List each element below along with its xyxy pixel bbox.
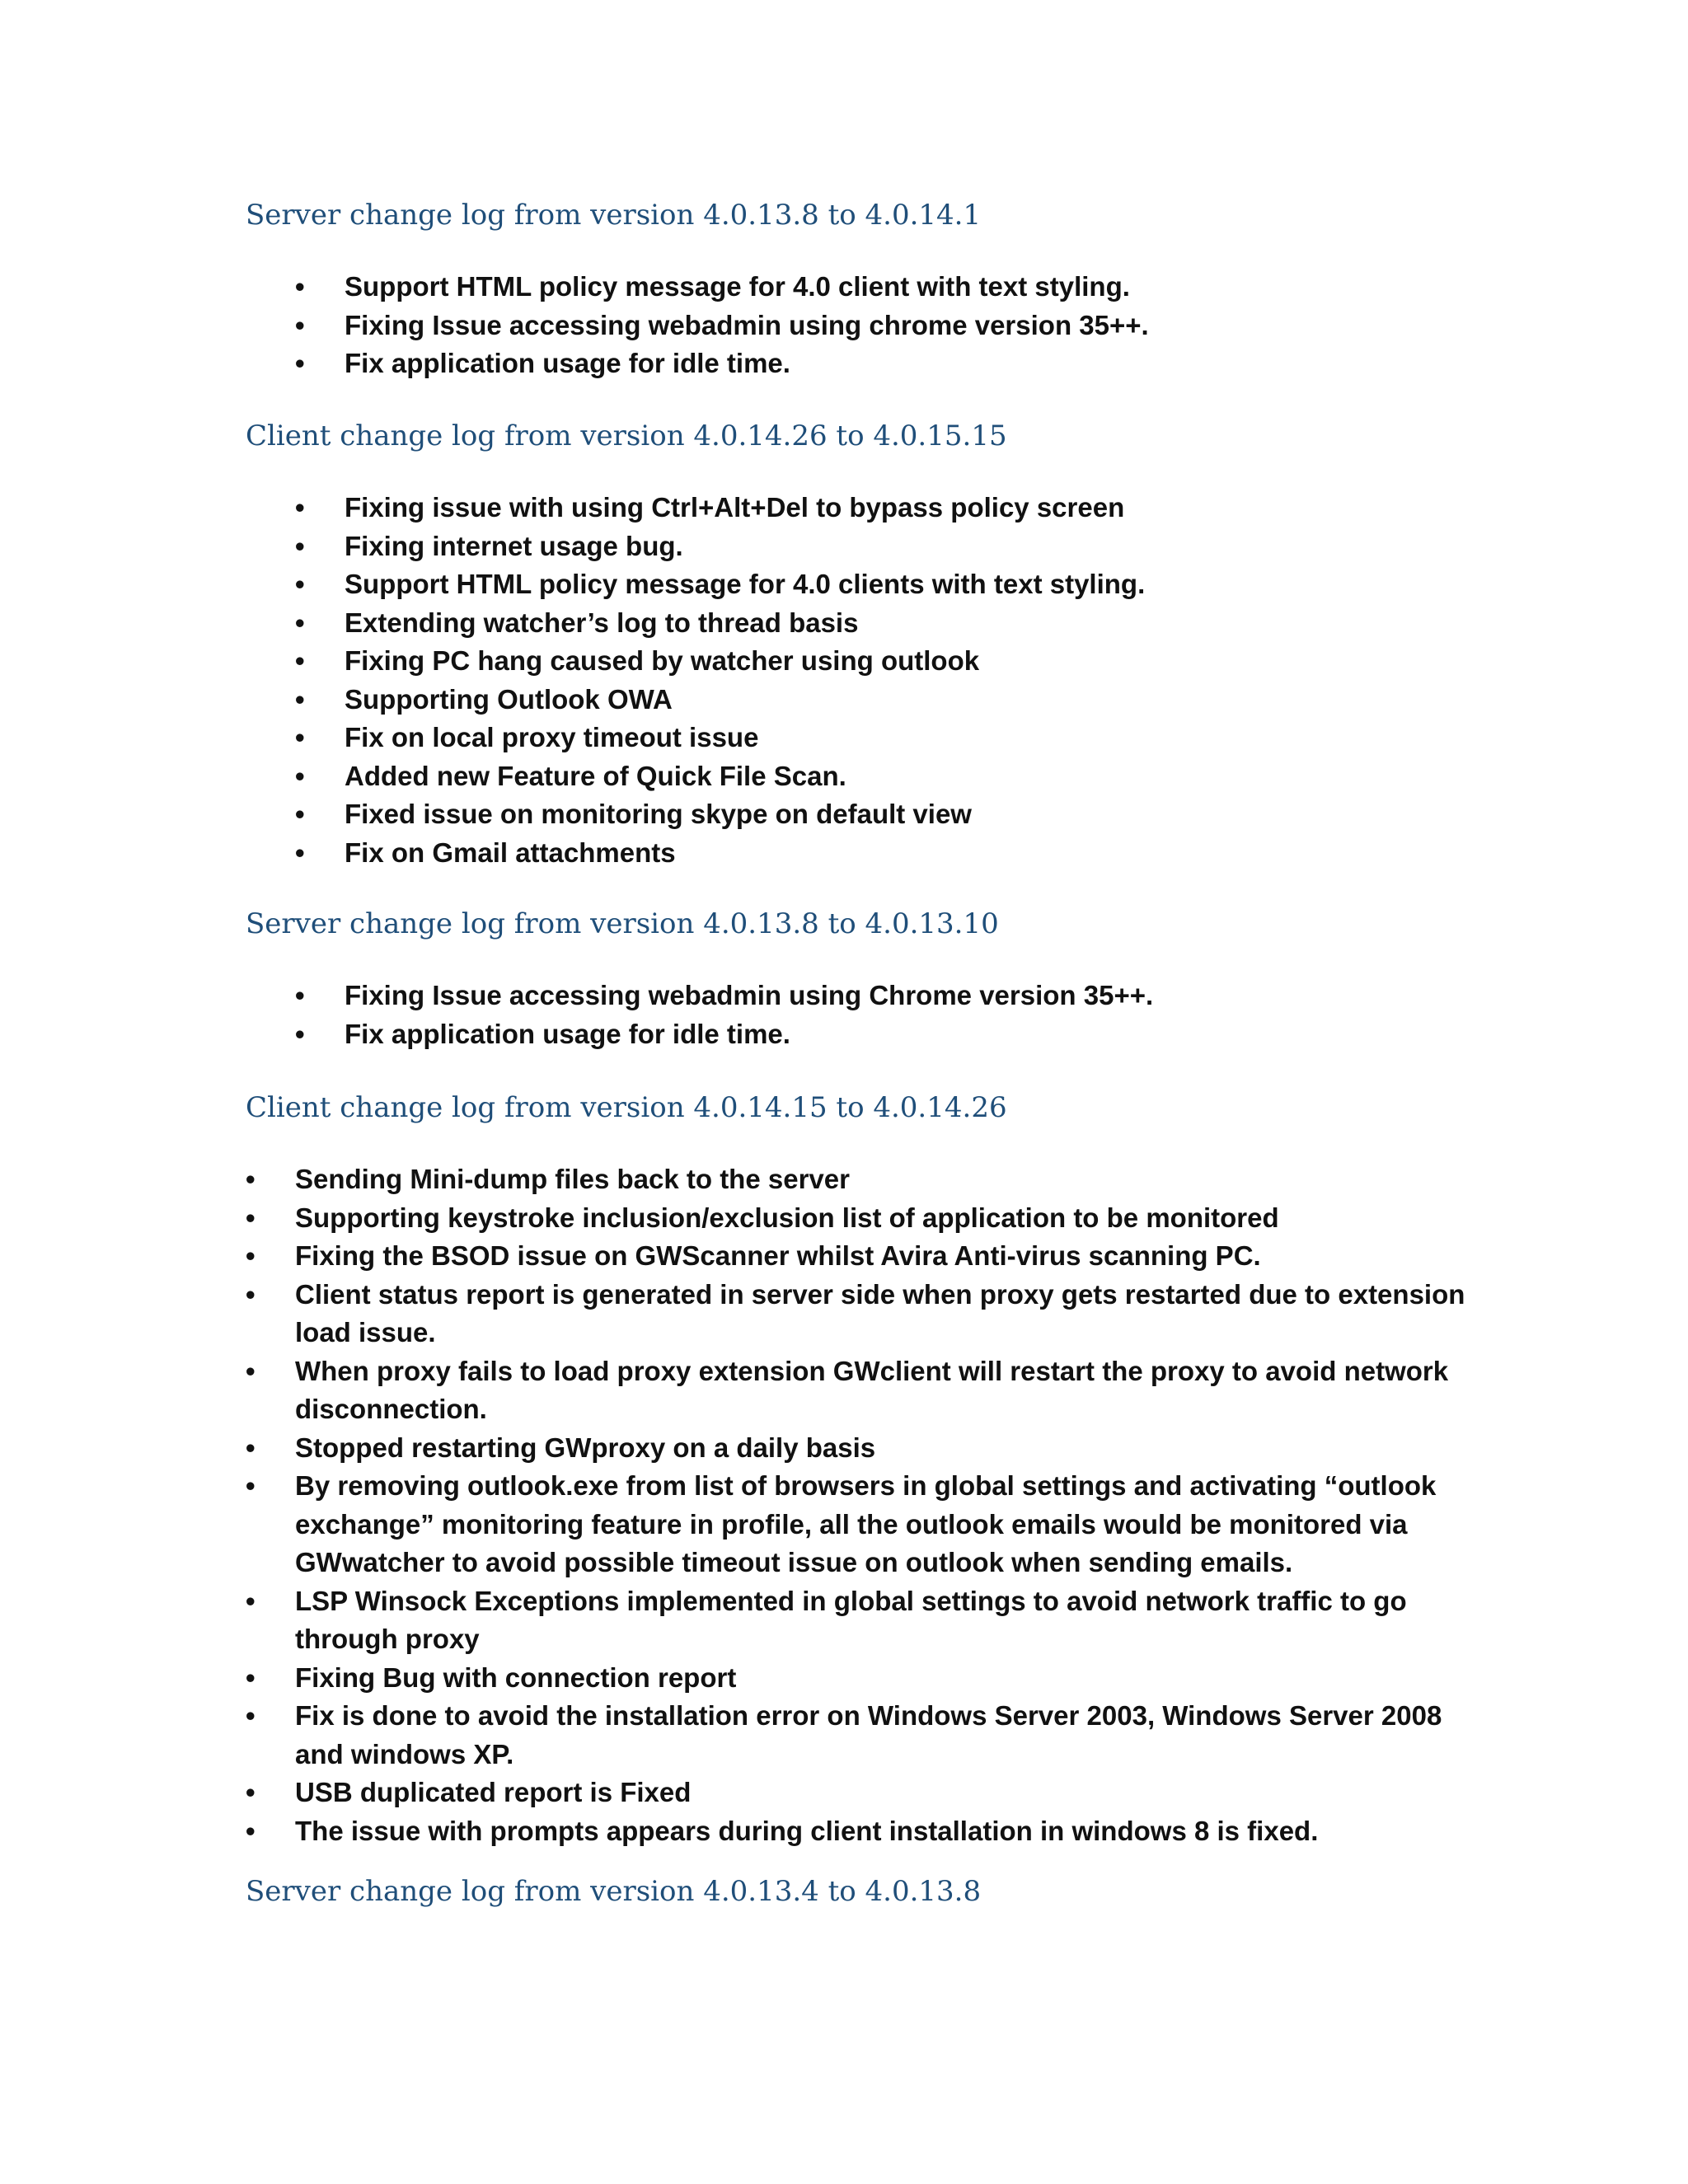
change-list-server-4-0-13-10 xyxy=(295,977,1531,1053)
list-item: • When proxy fails to load proxy extension GWclient will restart the proxy to avoid network disconnection. xyxy=(246,1352,1482,1429)
section-heading-server-4-0-13-10: Server change log from version 4.0.13.8 to 4.0.13.10 xyxy=(246,907,999,940)
list-item: • Client status report is generated in server side when proxy gets restarted due to extension load issue. xyxy=(246,1276,1482,1352)
list-item: • The issue with prompts appears during client installation in windows 8 is fixed. xyxy=(246,1812,1482,1851)
list-item: • Fix is done to avoid the installation error on Windows Server 2003, Windows Server 2008 and windows XP. xyxy=(246,1697,1482,1774)
list-item: • Fix on local proxy timeout issue xyxy=(295,719,1531,757)
section-heading-client-4-0-14-26: Client change log from version 4.0.14.15 to 4.0.14.26 xyxy=(246,1091,1007,1124)
list-item: • Fixing issue with using Ctrl+Alt+Del to bypass policy screen xyxy=(295,489,1531,527)
list-item: • USB duplicated report is Fixed xyxy=(246,1774,1482,1812)
list-item: • Fixing Issue accessing webadmin using Chrome version 35++. xyxy=(295,977,1531,1015)
list-item: • Fix on Gmail attachments xyxy=(295,834,1531,873)
section-heading-server-4-0-13-8: Server change log from version 4.0.13.4 to 4.0.13.8 xyxy=(246,1875,982,1908)
list-item: • Fix application usage for idle time. xyxy=(295,344,1531,383)
list-item: • Supporting keystroke inclusion/exclusion list of application to be monitored xyxy=(246,1199,1482,1238)
list-item: • Fixing internet usage bug. xyxy=(295,527,1531,566)
list-item: • Support HTML policy message for 4.0 client with text styling. xyxy=(295,268,1531,307)
list-item: • Fixing Bug with connection report xyxy=(246,1659,1482,1698)
list-item: • Fixing the BSOD issue on GWScanner whilst Avira Anti-virus scanning PC. xyxy=(246,1237,1482,1276)
list-item: • Fixed issue on monitoring skype on default view xyxy=(295,795,1531,834)
list-item: • Sending Mini-dump files back to the server xyxy=(246,1160,1482,1199)
list-item: • Stopped restarting GWproxy on a daily basis xyxy=(246,1429,1482,1468)
list-item: • Extending watcher’s log to thread basis xyxy=(295,604,1531,643)
list-item: • Supporting Outlook OWA xyxy=(295,681,1531,719)
list-item: • Added new Feature of Quick File Scan. xyxy=(295,757,1531,796)
list-item: • By removing outlook.exe from list of browsers in global settings and activating “outlook exchange” monitoring feature in profile, all the outlook emails would be monitored via GWwatcher to avoid possible timeout issue on outlook when sending emails. xyxy=(246,1467,1482,1582)
list-item: • Fixing Issue accessing webadmin using chrome version 35++. xyxy=(295,307,1531,345)
change-list-client-4-0-14-26 xyxy=(246,1160,1482,1850)
section-heading-server-4-0-14-1: Server change log from version 4.0.13.8 to 4.0.14.1 xyxy=(246,199,982,232)
list-item: • Support HTML policy message for 4.0 clients with text styling. xyxy=(295,565,1531,604)
list-item: • LSP Winsock Exceptions implemented in global settings to avoid network traffic to go through proxy xyxy=(246,1582,1482,1659)
list-item: • Fixing PC hang caused by watcher using outlook xyxy=(295,642,1531,681)
change-list-server-4-0-14-1 xyxy=(295,268,1531,383)
list-item: • Fix application usage for idle time. xyxy=(295,1015,1531,1054)
section-heading-client-4-0-15-15: Client change log from version 4.0.14.26 to 4.0.15.15 xyxy=(246,419,1007,452)
change-list-client-4-0-15-15 xyxy=(295,489,1531,872)
